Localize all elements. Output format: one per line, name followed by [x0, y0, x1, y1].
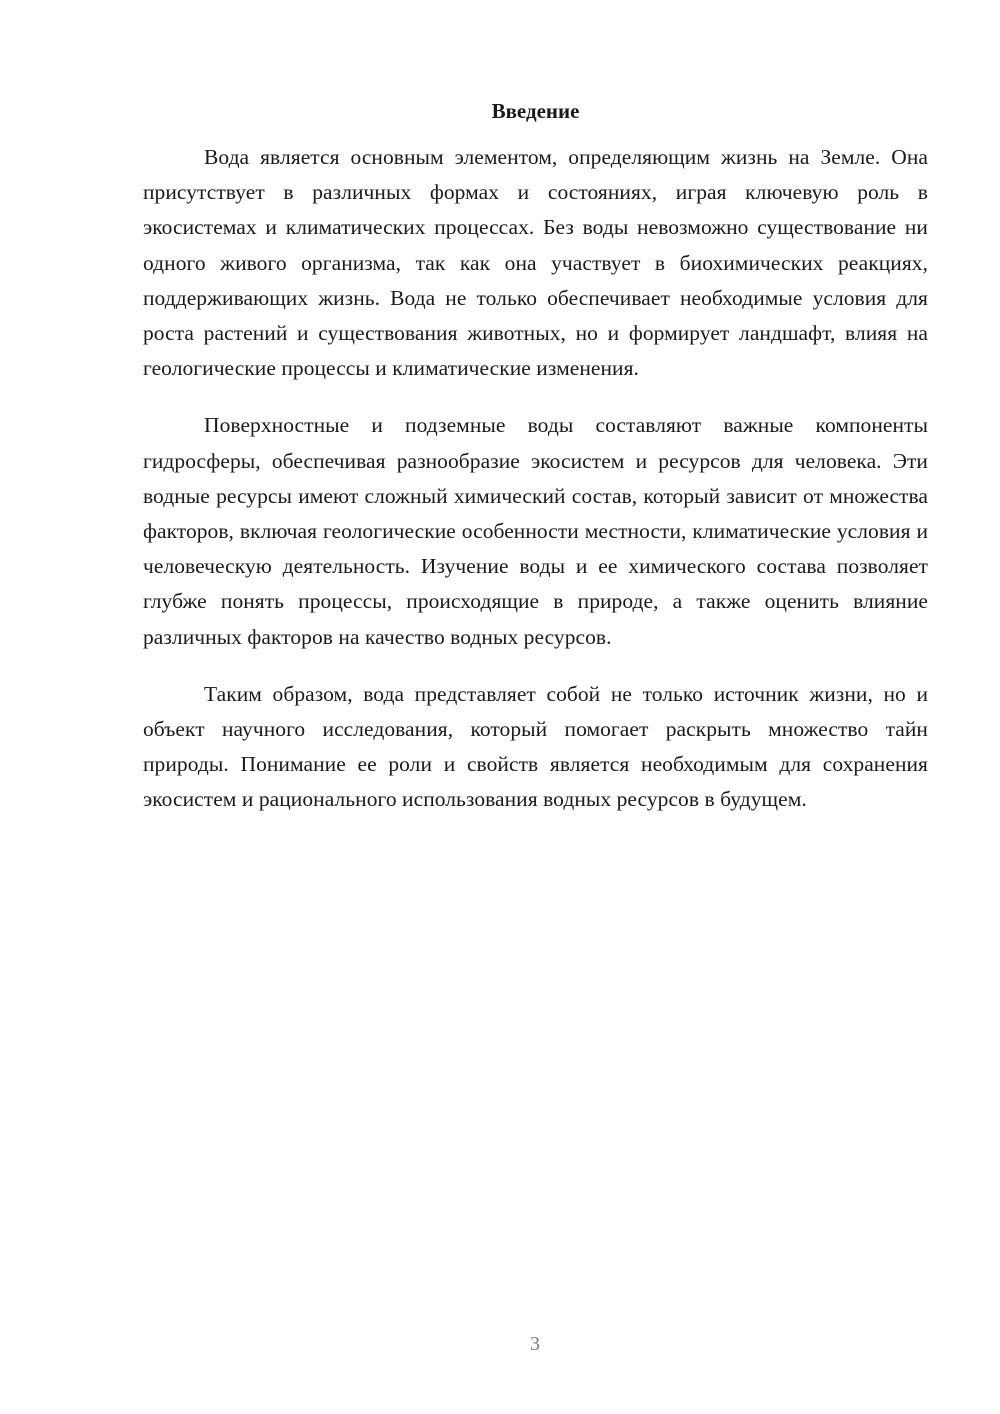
paragraph-1: Вода является основным элементом, определяющим жизнь на Земле. Она присутствует в различных формах и состояниях, играя ключевую роль в экосистемах и климатических процессах. Без воды невозможно существование ни одного живого организма, так как она участвует в биохимических реакциях, поддерживающих жизнь. Вода не только обеспечивает необходимые условия для роста растений и существования животных, но и формирует ландшафт, влияя на геологические процессы и климатические изменения. [143, 145, 928, 381]
section-title: Введение [491, 99, 580, 123]
paragraph-2: Поверхностные и подземные воды составляют важные компоненты гидросферы, обеспечивая разнообразие экосистем и ресурсов для человека. Эти водные ресурсы имеют сложный химический состав, который зависит от множества факторов, включая геологические особенности местности, климатические условия и человеческую деятельность. Изучение воды и ее химического состава позволяет глубже понять процессы, происходящие в природе, а также оценить влияние различных факторов на качество водных ресурсов. [143, 413, 928, 649]
page-content [143, 96, 928, 840]
paragraph-3: Таким образом, вода представляет собой не только источник жизни, но и объект научного исследования, который помогает раскрыть множество тайн природы. Понимание ее роли и свойств является необходимым для сохранения экосистем и рационального использования водных ресурсов в будущем. [143, 681, 928, 812]
page-number: 3 [530, 1333, 540, 1355]
